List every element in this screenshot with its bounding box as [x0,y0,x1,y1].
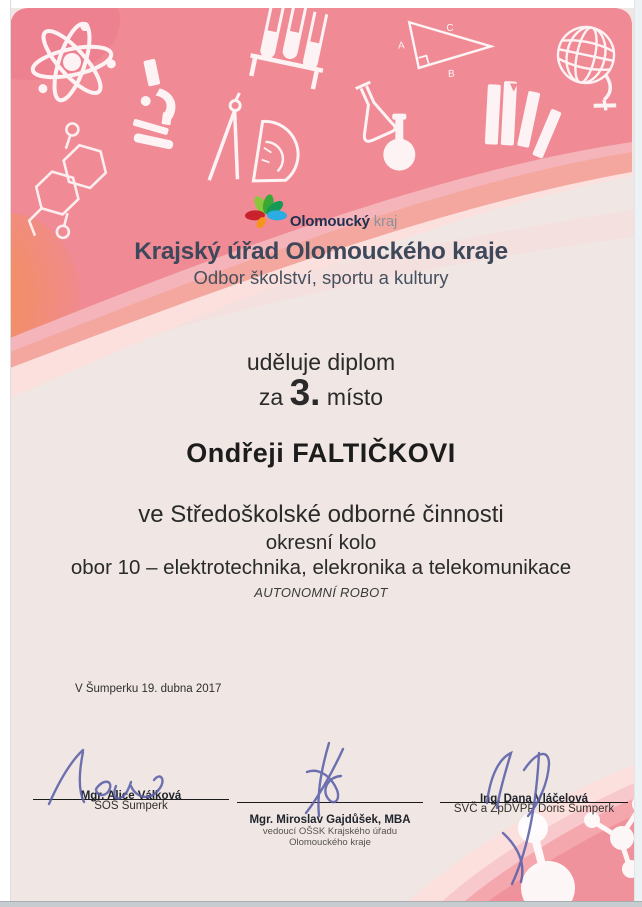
logo-brand: Olomoucký [289,213,370,230]
signature-name: Mgr. Miroslav Gajdůšek, MBA [249,814,411,826]
award-intro: uděluje diplom [246,349,396,375]
scan-edge-bottom [0,901,642,907]
signature-name: Ing. Dana Vláčelová [479,793,588,805]
project-title: AUTONOMNÍ ROBOT [254,585,388,600]
signature-org: Olomouckého kraje [289,837,371,848]
logo-flower-icon [245,193,289,233]
issue-date: V Šumperku 19. dubna 2017 [75,683,222,695]
signature-org: vedoucí OŠSK Krajského úřadu [262,826,398,837]
signature-block-right [440,793,628,815]
office-title: Krajský úřad Olomouckého kraje [134,238,508,265]
competition-event: ve Středoškolské odborné činnosti [138,501,504,528]
triangle-label-b: B [447,68,455,80]
scan-edge-left [0,0,11,907]
department-subtitle: Odbor školství, sportu a kultury [193,267,449,288]
signature-line [237,802,423,803]
signature-org: SOŠ Šumperk [94,800,168,812]
signature-org: SVČ a ZpDVPP Doris Šumperk [453,803,615,815]
place-number: 3. [289,372,321,413]
place-prefix: za [258,384,284,410]
competition-category: obor 10 – elektrotechnika, elekronika a telekomunikace [70,556,572,579]
logo-wordmark [290,214,397,233]
logo-brand-suffix: kraj [373,213,398,230]
region-logo [0,193,642,233]
triangle-label-c: C [446,22,454,34]
scan-edge-right [634,0,642,907]
signature-block-left [33,790,229,812]
competition-round: okresní kolo [265,531,377,554]
place-suffix: místo [326,384,384,410]
place-line [0,371,642,419]
triangle-label-a: A [397,40,405,52]
signature-block-middle [237,802,423,848]
recipient-name: Ondřeji FALTIČKOVI [186,438,456,468]
signature-name: Mgr. Alice Válková [80,790,182,802]
scan-edge-top [0,0,642,8]
